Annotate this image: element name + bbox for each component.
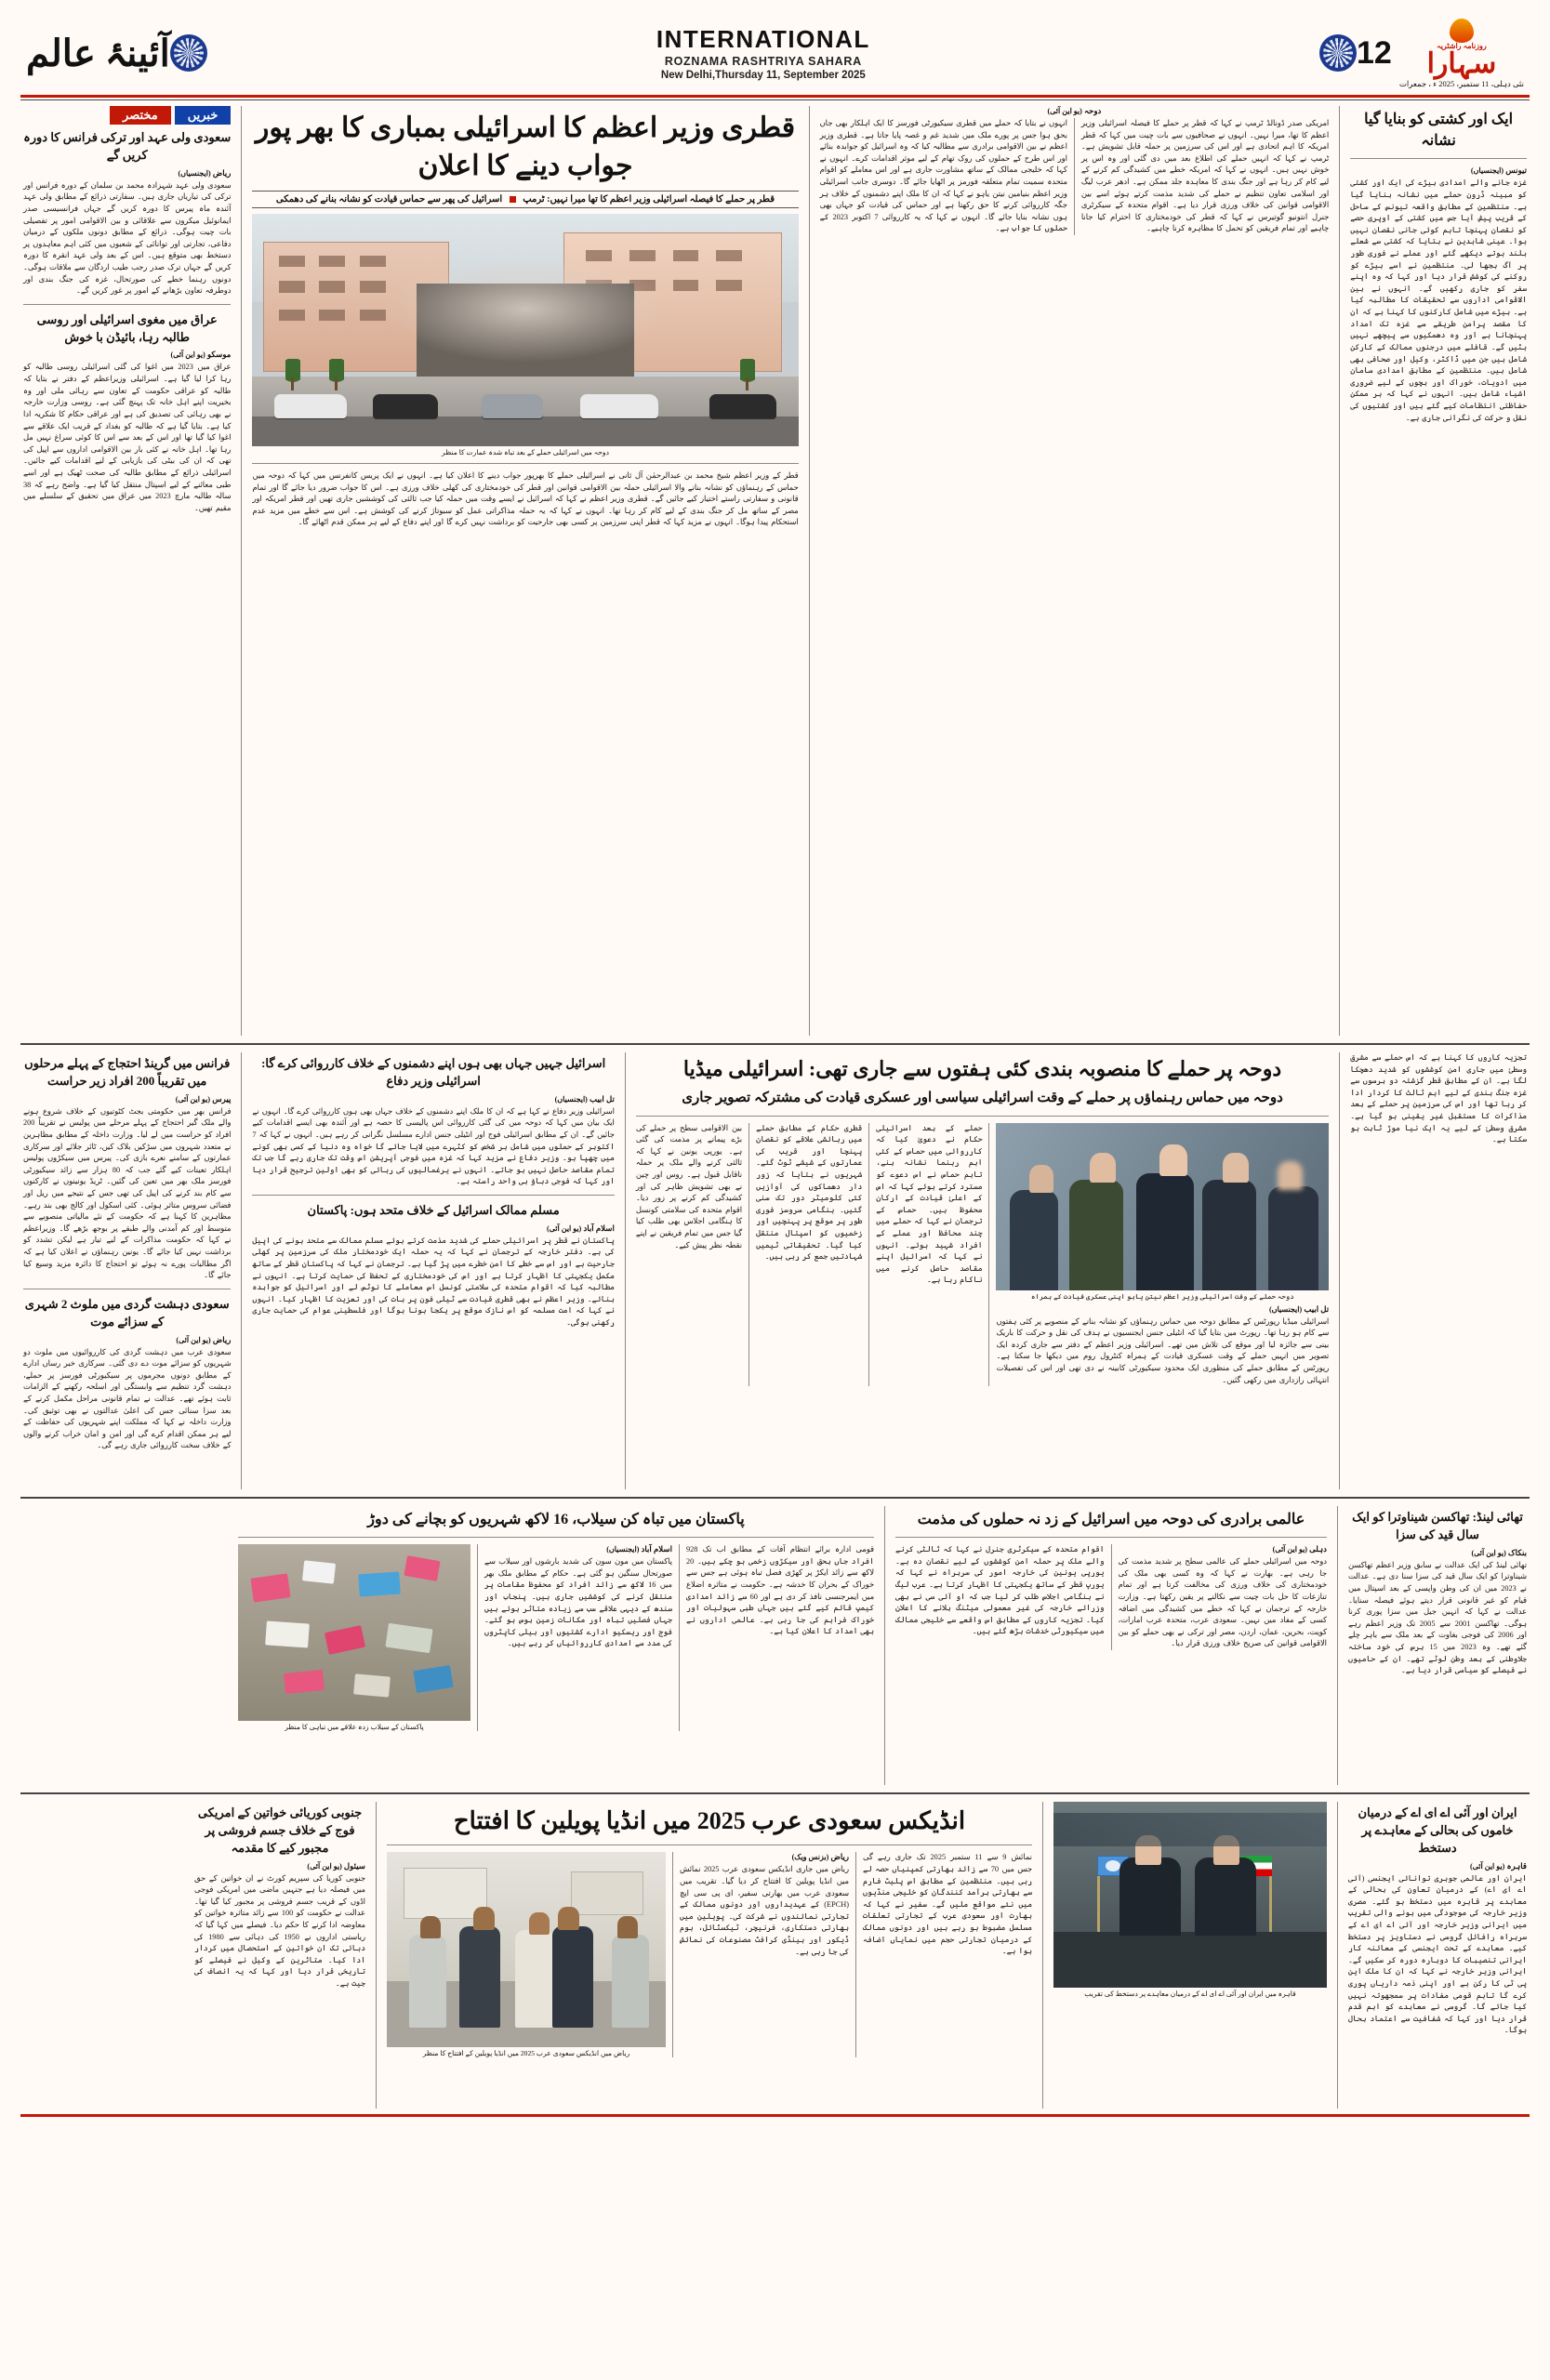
doha-plan-body: اسرائیلی میڈیا رپورٹس کے مطابق دوحہ میں حماس رہنماؤں کو نشانہ بنانے کے منصوبے پر کئی ہفتوں سے کام ہو رہا تھا۔ رپورٹ میں بتایا گیا کہ انٹیلی جنس ایجنسیوں نے ہدف کی نقل و حرکت کا باریک بینی سے جائزہ لیا اور موقع کی تلاش میں تھے۔ اسرائیلی وزیر اعظم کے دفتر سے جاری کردہ ایک تصویر میں انہیں حملے کے وقت عسکری قیادت کے ہمراہ کنٹرول روم میں دیکھا جا سکتا ہے۔ رپورٹس کے مطابق حملے کی منظوری ایک محدود سیکیورٹی کابینہ نے دی تھی اور اس کی تفصیلات انتہائی رازداری میں رکھی گئیں۔ (996, 1316, 1330, 1384)
pakistan-flood-story (235, 1506, 877, 1785)
doha-plan-subhead: دوحہ میں حماس رہنماؤں پر حملے کے وقت اسرائیلی سیاسی اور عسکری قیادت کی مشترکہ تصویر جاری (682, 1090, 1283, 1105)
band-divider-2 (20, 1497, 1530, 1499)
tag-mukhtasar[interactable]: مختصر (110, 106, 171, 125)
lead-photo-caption: دوحہ میں اسرائیلی حملے کے بعد تباہ شدہ عمارت کا منظر (442, 448, 609, 456)
doha-plan-story (633, 1052, 1331, 1489)
iran-iaea-signing-photo (1053, 1802, 1327, 1988)
left-dateline-2: موسکو (یو این آئی) (170, 350, 232, 360)
right-rail-body-1-cont: تجزیہ کاروں کا کہنا ہے کہ اس حملے سے مشرق وسطیٰ میں جاری امن کوششوں کو شدید دھچکا لگا ہے۔ ان کے مطابق قطر گزشتہ دو برسوں سے غزہ جنگ بندی کے لیے اہم ثالث کا کردار ادا کر رہا تھا اور اس کی سرزمین پر حملے کے بعد مذاکرات کا مستقبل غیر یقینی ہو گیا ہے۔ مشرق وسطیٰ کے لیے یہ ایک نیا موڑ ثابت ہو سکتا ہے۔ (1350, 1053, 1527, 1144)
israeli-leadership-photo (996, 1123, 1329, 1290)
footer-red-rule (20, 2114, 1530, 2117)
sub-story-dateline-1: تل ابیب (ایجنسیاں) (554, 1093, 615, 1104)
right-rail-2 (1347, 1052, 1530, 1489)
right-rail-body-1: غزہ جانے والے امدادی بیڑے کی ایک اور کشتی کو مبینہ ڈرون حملے میں نشانہ بنایا گیا ہے۔ منتظمین کے مطابق واقعہ تیونس کے ساحل کے قریب پیش آیا جس میں کشتی کے اوپری حصے کو نقصان پہنچا تاہم کوئی جانی نقصان نہیں ہوا۔ عینی شاہدین نے بتایا کہ کشتی سے شعلے بلند ہوتے دیکھے گئے اور عملے نے فوری طور پر آگ بجھا لی۔ منتظمین نے اسے بیڑے کو روکنے کی کوشش قرار دیا اور کہا کہ وہ اپنے سفر کو جاری رکھیں گے۔ انہوں نے بین الاقوامی اداروں سے تحقیقات کا مطالبہ کیا ہے۔ بیڑے میں شامل کارکنوں کا کہنا ہے کہ ان کا مقصد پرامن طریقے سے غزہ تک امداد پہنچانا ہے اور وہ دھمکیوں سے پیچھے نہیں ہٹیں گے۔ قافلے میں درجنوں ممالک کے کارکن شامل ہیں جن میں ڈاکٹر، وکیل اور صحافی بھی شامل ہیں۔ منتظمین کے مطابق امدادی سامان میں ادویات، خوراک اور بچوں کے لیے ضروری اشیاء شامل ہیں۔ انہوں نے کہا کہ ہر ممکن حفاظتی انتظامات کیے گئے ہیں اور کشتیوں کی نقل و حرکت کی نگرانی جاری ہے۔ (1350, 178, 1527, 422)
signing-photo-block (1051, 1802, 1330, 2109)
left-dateline-3: پیرس (یو این آئی) (175, 1093, 232, 1104)
sub-story-body-1: اسرائیلی وزیر دفاع نے کہا ہے کہ ان کا ملک اپنے دشمنوں کے خلاف جہاں بھی ہوں کارروائی کرے گا۔ انہوں نے ایک بیان میں کہا کہ دوحہ میں کی گئی کارروائی اس پالیسی کا حصہ ہے اور آئندہ بھی ایسے اقدامات کیے جائیں گے۔ ان کے مطابق اسرائیلی فوج اور انٹیلی جنس ادارے مسلسل نگرانی کر رہے ہیں۔ انہوں نے کہا کہ 7 اکتوبر کے حملوں میں شامل ہر شخص کو کٹہرے میں لایا جائے گا خواہ وہ دنیا کے کسی بھی کونے میں چھپا ہو۔ وزیر دفاع نے مزید کہا کہ غزہ میں فوجی آپریشن اس وقت تک جاری رہے گا جب تک تمام مقاصد حاصل نہیں ہو جاتے۔ انہوں نے یرغمالیوں کی رہائی کو بھی اولین ترجیح قرار دیا اور کہا کہ فوجی دباؤ ہی واحد راستہ ہے۔ (252, 1106, 615, 1186)
signing-photo-caption: قاہرہ میں ایران اور آئی اے ای اے کے درمیان معاہدے پر دستخط کی تقریب (1084, 1990, 1296, 1998)
bullet-square-icon (510, 196, 516, 203)
thailand-body: تھائی لینڈ کی ایک عدالت نے سابق وزیر اعظم تھاکسن شیناوترا کو ایک سال قید کی سزا سنا دی ہے۔ عدالت نے 2023 میں ان کی وطن واپسی کے بعد اسپتال میں قیام کو غیر قانونی قرار دیتے ہوئے فیصلہ سنایا۔ عدالت نے کہا کہ انہیں جیل میں سزا پوری کرنا ہوگی۔ تھاکسن 2001 سے 2005 تک وزیر اعظم رہے اور 2006 کی فوجی بغاوت کے بعد ملک سے باہر چلے گئے تھے۔ وہ 2023 میں 15 برس کی خود ساختہ جلاوطنی کے بعد وطن لوٹے تھے۔ ان کے حامیوں نے فیصلے کو سیاسی قرار دیا ہے۔ (1348, 1560, 1528, 1675)
doha-plan-col-1: حملے کے بعد اسرائیلی حکام نے دعویٰ کیا کہ کارروائی میں حماس کے کئی اہم رہنما نشانہ بنے، تاہم حماس نے اس دعوے کو مسترد کرتے ہوئے کہا کہ اس کے اعلیٰ قیادت کے ارکان محفوظ ہیں۔ حماس کے ترجمان نے کہا کہ حملے میں چند محافظ اور عملے کے افراد شہید ہوئے۔ انہوں نے کہا کہ اسرائیل اپنے مقاصد حاصل کرنے میں ناکام رہا ہے۔ (876, 1123, 983, 1285)
masthead-center (224, 25, 1303, 81)
left-rail-body-4: سعودی عرب میں دہشت گردی کی کارروائیوں میں ملوث دو شہریوں کو سزائے موت دے دی گئی۔ سرکاری خبر رساں ادارے کے مطابق دونوں مجرموں پر سیکیورٹی فورسز پر حملے، دہشت گرد تنظیم سے وابستگی اور اسلحہ رکھنے کے الزامات ثابت ہوئے تھے۔ عدالت نے تمام قانونی مراحل مکمل کرنے کے بعد سزا سنائی جس کی اعلیٰ عدالتوں نے بھی توثیق کی۔ وزارت داخلہ نے کہا کہ مملکت اپنے شہریوں کی حفاظت کے لیے ہر ممکن اقدام کرے گی اور امن و امان خراب کرنے والوں کے خلاف سخت کارروائی جاری رہے گی۔ (23, 1347, 232, 1450)
global-condemn-dateline: دہلی (یو این آئی) (1272, 1544, 1327, 1554)
left-dateline-1: ریاض (ایجنسیاں) (178, 167, 232, 178)
masthead (20, 17, 1530, 93)
pakistan-flood-dateline: اسلام آباد (ایجنسیاں) (606, 1544, 672, 1554)
band-divider-1 (20, 1043, 1530, 1045)
sub-story-body-2: پاکستان نے قطر پر اسرائیلی حملے کی شدید مذمت کرتے ہوئے مسلم ممالک سے متحد ہونے کی اپیل کی ہے۔ دفتر خارجہ کے ترجمان نے کہا کہ یہ حملہ ایک خودمختار ملک کی سرزمین پر کھلی جارحیت ہے اور اس سے خطے کا امن خطرے میں پڑ گیا ہے۔ ترجمان نے کہا کہ پاکستان قطر کے ساتھ مکمل یکجہتی کا اظہار کرتا ہے اور اس کی خودمختاری کے تحفظ کی حمایت کرتا ہے۔ انہوں نے مطالبہ کیا کہ اقوام متحدہ کی سلامتی کونسل اس معاملے کا نوٹس لے اور اسرائیل کو جوابدہ بنائے۔ وزیر اعظم نے بھی قطری قیادت سے ٹیلی فون پر بات کی اور تعزیت کا اظہار کیا۔ انہوں نے کہا کہ امت مسلمہ کو اس نازک موقع پر یکجا ہونا ہوگا اور فلسطینی عوام کی حمایت جاری رکھنی ہوگی۔ (252, 1236, 615, 1328)
dateline-1: تیونس (ایجنسیاں) (1470, 165, 1527, 176)
logo-top-text: روزنامہ راشٹریہ (1437, 41, 1487, 50)
sub-story-headline-1: اسرائیل جہیں جہاں بھی ہوں اپنے دشمنوں کے خلاف کارروائی کرے گا: اسرائیلی وزیر دفاع (261, 1056, 606, 1088)
left-rail (20, 106, 233, 1036)
rosette-ornament-right (170, 34, 207, 72)
right-rail-headline-1: ایک اور کشتی کو بنایا گیا نشانہ (1364, 112, 1514, 150)
iran-iaea-headline: ایران اور آئی اے ای اے کے درمیان خاموں کی بحالی کے معاہدے پر دستخط (1358, 1805, 1517, 1855)
doha-plan-photo-caption: دوحہ حملے کے وقت اسرائیلی وزیر اعظم نیتن یاہو اپنی عسکری قیادت کے ہمراہ (1030, 1291, 1294, 1301)
page-number: 12 (1356, 34, 1392, 71)
global-condemn-body-1: دوحہ میں اسرائیلی حملے کی عالمی سطح پر شدید مذمت کی جا رہی ہے۔ بھارت نے کہا کہ وہ کسی بھی ملک کی خودمختاری کی خلاف ورزی کی مخالفت کرتا ہے اور تمام تنازعات کا حل بات چیت سے نکالنے پر یقین رکھتا ہے۔ وزارت خارجہ کے ترجمان نے کہا کہ خطے میں کشیدگی میں اضافہ کسی کے مفاد میں نہیں۔ سعودی عرب، متحدہ عرب امارات، کویت، بحرین، عمان، اردن، مصر اور ترکی نے بھی حملے کو بین الاقوامی قوانین کی صریح خلاف ورزی قرار دیا۔ (1118, 1557, 1327, 1648)
lead-right-block (817, 106, 1332, 1036)
sub-story-dateline-2: اسلام آباد (یو این آئی) (546, 1223, 615, 1233)
band-divider-3 (20, 1792, 1530, 1794)
expo-headline: انڈیکس سعودی عرب 2025 میں انڈیا پویلین کا افتتاح (453, 1807, 966, 1834)
left-rail-body-2: عراق میں 2023 میں اغوا کی گئی اسرائیلی روسی طالبہ کو رہا کرا لیا گیا ہے۔ اسرائیلی وزیراعظم کے دفتر نے بتایا کہ طالبہ کو عراقی حکومت کے تعاون سے رہائی ملی اور وہ بخیریت اپنے اہل خانہ تک پہنچ گئی ہے۔ روسی وزارت خارجہ نے بھی رہائی کی تصدیق کی ہے اور عراقی حکام کا شکریہ ادا کیا ہے۔ بتایا گیا ہے کہ طالبہ کو بغداد کے قریب ایک علاقے سے اغوا کیا گیا تھا اور اس کے بعد سے اس کا کوئی سراغ نہیں مل رہا تھا۔ اہل خانہ نے کئی بار بین الاقوامی اداروں سے اپیل کی تھی کہ ان کی بیٹی کی بازیابی کے لیے اقدامات کیے جائیں۔ اسرائیلی ذرائع کے مطابق طالبہ کی صحت ٹھیک ہے اور اسے طبی معائنے کے لیے اسپتال منتقل کیا گیا ہے۔ واضح رہے کہ 38 سالہ طالبہ مارچ 2023 میں عراق میں تحقیق کے سلسلے میں مقیم تھیں۔ (23, 363, 232, 512)
top-band (20, 106, 1530, 1036)
rail-tags (23, 106, 231, 125)
pakistan-flood-photo (238, 1544, 470, 1721)
logo-name: سہارا (1426, 47, 1497, 79)
left-rail-body-1: سعودی ولی عہد شہزادہ محمد بن سلمان کے دورہ فرانس اور ترکی کی تیاریاں جاری ہیں۔ سفارتی ذرائع کے مطابق ولی عہد آئندہ ماہ پیرس کا دورہ کریں گے جہاں فرانسیسی صدر ایمانوئیل میکرون سے علاقائی و بین الاقوامی امور پر تفصیلی بات چیت ہوگی۔ ذرائع کے مطابق دونوں ملکوں کے درمیان دفاعی، تجارتی اور توانائی کے شعبوں میں کئی اہم معاہدوں پر دستخط بھی متوقع ہیں۔ اس کے بعد ولی عہد انقرہ کا دورہ کریں گے جہاں ترک صدر رجب طیب اردگان سے ملاقات ہوگی۔ دونوں رہنما خطے کی صورتحال، غزہ کی جنگ بندی اور دوطرفہ تعاون بڑھانے کے امور پر غور کریں گے۔ (23, 180, 232, 296)
left-dateline-4: ریاض (یو این آئی) (176, 1334, 232, 1344)
logo-date: نئی دہلی، 11 ستمبر، 2025 ء ، جمعرات (1398, 78, 1524, 88)
south-korea-story (192, 1802, 368, 2109)
lead-headline: قطری وزیر اعظم کا اسرائیلی بمباری کا بھر پور جواب دینے کا اعلان (255, 112, 796, 181)
aaina-title: آئینۂ عالم (26, 32, 170, 74)
masthead-thin-rule (20, 99, 1530, 100)
lead-body-col3: امریکی صدر ڈونالڈ ٹرمپ نے کہا کہ قطر پر حملے کا فیصلہ اسرائیلی وزیر اعظم کا تھا، میرا نہیں۔ انہوں نے صحافیوں سے بات چیت میں کہا کہ قطر امریکہ کا اہم اتحادی ہے اور اس کی سرزمین پر حملہ قابل تشویش ہے۔ ٹرمپ نے کہا کہ انہیں حملے کی اطلاع بعد میں دی گئی اور وہ اس پر خوش نہیں ہیں۔ انہوں نے کہا کہ امریکہ خطے میں کشیدگی کم کرنے کے لیے کام کر رہا ہے اور جنگ بندی کا معاہدہ جلد ممکن ہے۔ ادھر عرب لیگ اور اسلامی تعاون تنظیم نے حملے کی شدید مذمت کرتے ہوئے اسے بین الاقوامی قوانین کی خلاف ورزی قرار دیا ہے۔ اقوام متحدہ کے سیکرٹری جنرل انتونیو گوتیرس نے کہا کہ قطر کی خودمختاری کا احترام کیا جانا چاہیے اور تمام فریقین کو تحمل کا مظاہرہ کرنا چاہیے۔ (1080, 119, 1330, 233)
lead-body-col2: انہوں نے بتایا کہ حملے میں قطری سیکیورٹی فورسز کا ایک اہلکار بھی جاں بحق ہوا جس پر پورے ملک میں شدید غم و غصہ پایا جاتا ہے۔ قطری وزیر اعظم نے بین الاقوامی برادری سے مطالبہ کیا کہ وہ اسرائیل کو جوابدہ بنائے اور اس طرح کے حملوں کی روک تھام کے لیے موثر اقدامات کرے۔ انہوں نے کہا کہ خلیجی ممالک کے ساتھ مشاورت جاری ہے اور اس معاملے کو اقوام متحدہ سمیت تمام متعلقہ فورمز پر اٹھایا جائے گا۔ دوسری جانب اسرائیلی وزیر اعظم بنیامین نیتن یاہو نے کہا کہ ان کا ملک اپنے دشمنوں کے خلاف ہر جگہ کارروائی کرنے کا حق رکھتا ہے اور حماس کی قیادت کو جہاں بھی ہوں نشانہ بنایا جائے گا۔ انہوں نے کہا کہ یہ کارروائی 7 اکتوبر 2023 کے حملوں کا جواب ہے۔ (819, 119, 1067, 233)
thailand-story (1345, 1506, 1530, 1785)
second-band (20, 1052, 1530, 1489)
rosette-ornament-left (1319, 34, 1357, 72)
left-rail-headline-1: سعودی ولی عہد اور ترکی فرانس کا دورہ کریں گے (23, 130, 232, 162)
lead-dateline: دوحہ (یو این آئی) (1047, 106, 1102, 115)
thailand-dateline: بنکاک (یو این آئی) (1471, 1547, 1527, 1557)
masthead-right (26, 32, 170, 75)
expo-dateline: ریاض (بزنس ویک) (791, 1852, 849, 1862)
lead-story (249, 106, 801, 1036)
paper-name: ROZNAMA RASHTRIYA SAHARA (664, 55, 862, 68)
doha-plan-col-3: بین الاقوامی سطح پر حملے کی بڑے پیمانے پر مذمت کی گئی ہے۔ یورپی یونین نے کہا کہ ثالثی کرنے والے ملک پر حملہ ناقابل قبول ہے۔ روس اور چین نے بھی تشویش ظاہر کی اور کشیدگی کم کرنے پر زور دیا۔ اقوام متحدہ کی سلامتی کونسل کا ہنگامی اجلاس بھی طلب کیا گیا جس میں تمام فریقین نے اپنے نقطہ نظر پیش کیے۔ (635, 1123, 743, 1250)
india-pavilion-photo (387, 1852, 666, 2047)
expo-body-1: ریاض میں جاری انڈیکس سعودی عرب 2025 نمائش میں انڈیا پویلین کا افتتاح کر دیا گیا۔ تقریب میں سعودی عرب میں بھارتی سفیر، ای پی سی ایچ (EPCH) کے عہدیداروں اور دونوں ممالک کے تجارتی نمائندوں نے شرکت کی۔ پویلین میں بھارتی دستکاری، فرنیچر، ٹیکسٹائل، ہوم ڈیکور اور ہینڈی کرافٹ مصنوعات کی نمائش کی جا رہی ہے۔ (680, 1865, 849, 1956)
iran-iaea-dateline: قاہرہ (یو این آئی) (1469, 1860, 1527, 1871)
pakistan-flood-photo-caption: پاکستان کے سیلاب زدہ علاقے میں تباہی کا منظر (285, 1723, 424, 1732)
thailand-headline: تھائی لینڈ: تھاکسن شیناوترا کو ایک سال قید کی سزا (1352, 1510, 1523, 1541)
sub-stories (249, 1052, 616, 1489)
south-korea-headline: جنوبی کوریائی خواتین کے امریکی فوج کے خلاف جسم فروشی پر مجبور کیے کا مقدمہ (197, 1805, 363, 1855)
left-rail-headline-3: فرانس میں گرینڈ احتجاج کے پہلے مرحلوں میں تقریباً 200 افراد زیر حراست (24, 1056, 231, 1088)
section-title: INTERNATIONAL (656, 25, 870, 53)
sub-story-headline-2: مسلم ممالک اسرائیل کے خلاف متحد ہوں: پاکستان (307, 1202, 560, 1217)
left-rail-2 (20, 1052, 233, 1489)
flame-icon (1450, 19, 1474, 43)
third-band (20, 1506, 1530, 1785)
masthead-left (1357, 19, 1524, 88)
doha-plan-headline: دوحہ پر حملے کا منصوبہ بندی کئی ہفتوں سے جاری تھی: اسرائیلی میڈیا (682, 1057, 1282, 1080)
left-rail-headline-2: عراق میں مغوی اسرائیلی اور روسی طالبہ رہا، بائیڈن با خوش (36, 311, 218, 344)
pakistan-flood-body-2: قومی ادارہ برائے انتظام آفات کے مطابق اب تک 928 افراد جاں بحق اور سیکڑوں زخمی ہو چکے ہیں۔ 20 لاکھ سے زائد ایکڑ پر کھڑی فصل تباہ ہوئی ہے جس سے خوراک کے بحران کا خدشہ ہے۔ حکومت نے متاثرہ اضلاع میں ایمرجنسی نافذ کر دی ہے اور 60 سے زائد امدادی کیمپ قائم کیے گئے ہیں جہاں طبی سہولیات اور خوراک فراہم کی جا رہی ہے۔ عالمی اداروں نے بھی امداد کا اعلان کیا ہے۔ (686, 1545, 875, 1636)
global-condemn-body-2: اقوام متحدہ کے سیکرٹری جنرل نے کہا کہ ثالثی کرنے والے ملک پر حملہ امن کوششوں کے لیے نقصان دہ ہے۔ یورپی یونین کی خارجہ امور کی سربراہ نے کہا کہ یورپ قطر کے ساتھ یکجہتی کا اظہار کرتا ہے۔ عرب لیگ نے ہنگامی اجلاس طلب کر لیا جب کہ او آئی سی نے بھی وزرائے خارجہ کی غیر معمولی میٹنگ بلانے کا اعلان کیا۔ تجزیہ کاروں کے مطابق اس واقعے سے خلیجی ممالک میں سیکیورٹی خدشات بڑھ گئے ہیں۔ (895, 1545, 1105, 1636)
south-korea-body: جنوبی کوریا کی سپریم کورٹ نے ان خواتین کے حق میں فیصلہ دیا ہے جنہیں ماضی میں امریکی فوجی اڈوں کے قریب جسم فروشی پر مجبور کیا گیا تھا۔ عدالت نے حکومت کو 100 سے زائد متاثرہ خواتین کو معاوضہ ادا کرنے کا حکم دیا۔ فیصلے میں کہا گیا کہ ریاستی اداروں نے 1950 کی دہائی سے 1980 کی دہائی تک ان خواتین کے استحصال میں کردار ادا کیا۔ متاثرین کے وکیل نے فیصلے کو تاریخی قرار دیا اور کہا کہ یہ انصاف کی جیت ہے۔ (194, 1873, 365, 1989)
pakistan-flood-headline: پاکستان میں تباہ کن سیلاب، 16 لاکھ شہریوں کو بچانے کی دوڑ (367, 1512, 745, 1527)
iran-iaea-story (1345, 1802, 1530, 2109)
masthead-red-rule (20, 95, 1530, 98)
expo-story (384, 1802, 1035, 2109)
global-condemn-story (893, 1506, 1330, 1785)
right-rail (1347, 106, 1530, 1036)
doha-destruction-photo (252, 214, 798, 446)
india-pavilion-photo-caption: ریاض میں انڈیکس سعودی عرب 2025 میں انڈیا پویلین کے افتتاح کا منظر (422, 2049, 630, 2058)
iran-iaea-body: ایران اور عالمی جوہری توانائی ایجنسی (آئی اے ای اے) کے درمیان تعاون کی بحالی کے معاہدے پر قاہرہ میں دستخط ہو گئے۔ مصری وزیر خارجہ کی موجودگی میں ہونے والی تقریب میں ایرانی وزیر خارجہ اور آئی اے ای اے کے سربراہ رافائل گروسی نے دستاویز پر دستخط کیے۔ معاہدے کے تحت ایجنسی کے معائنہ کار ایرانی تنصیبات کا دوبارہ دورہ کر سکیں گے۔ ایرانی وزیر خارجہ نے کہا کہ ان کا ملک این پی ٹی کا رکن ہے اور اپنی ذمہ داریاں پوری کرے گا تاہم قومی مفادات پر سمجھوتہ نہیں کیا جائے گا۔ گروسی نے معاہدے کو اہم قدم قرار دیا اور کہا کہ شفافیت سے اعتماد بحال ہوگا۔ (1348, 1873, 1527, 2035)
tag-khabrain[interactable]: خبریں (175, 106, 232, 125)
doha-plan-col-2: قطری حکام کے مطابق حملے میں رہائشی علاقے کو نقصان پہنچا اور قریب کی عمارتوں کے شیشے ٹوٹ گئے۔ شہریوں نے بتایا کہ زور دار دھماکوں کی آوازیں کئی کلومیٹر دور تک سنی گئیں۔ ہنگامی سروسز فوری طور پر موقع پر پہنچیں اور زخمیوں کو اسپتال منتقل کیا گیا۔ تحقیقاتی ٹیمیں شہادتیں جمع کر رہی ہیں۔ (756, 1123, 863, 1262)
sahara-logo (1399, 19, 1524, 88)
pakistan-flood-body-1: پاکستان میں مون سون کی شدید بارشوں اور سیلاب سے صورتحال سنگین ہو گئی ہے۔ حکام کے مطابق ملک بھر میں 16 لاکھ سے زائد افراد کو محفوظ مقامات پر منتقل کرنے کی کوششیں جاری ہیں۔ پنجاب اور سندھ کے دیہی علاقے سب سے زیادہ متاثر ہوئے ہیں جہاں فصلیں تباہ اور مکانات زمین بوس ہو گئے۔ فوج اور ریسکیو ادارے کشتیوں اور ہیلی کاپٹروں کی مدد سے امدادی کارروائیاں کر رہے ہیں۔ (484, 1557, 673, 1648)
global-condemn-headline: عالمی برادری کی دوحہ میں اسرائیل کے زد نہ حملوں کی مذمت (917, 1512, 1305, 1527)
doha-plan-dateline: تل ابیب (ایجنسیاں) (1268, 1303, 1330, 1314)
left-rail-body-3: فرانس بھر میں حکومتی بجٹ کٹوتیوں کے خلاف شروع ہونے والے ملک گیر احتجاج کے پہلے مرحلے میں پولیس نے تقریباً 200 افراد کو حراست میں لے لیا۔ وزارت داخلہ کے مطابق مظاہرین نے متعدد شہروں میں سڑکیں بلاک کیں، ٹائر جلائے اور سرکاری عمارتوں کے سامنے نعرے بازی کی۔ پیرس میں سیکڑوں پولیس اہلکار تعینات کیے گئے جب کہ 80 ہزار سے زائد سیکیورٹی فورسز ملک بھر میں تعین کی گئیں۔ ٹریڈ یونینوں نے کارکنوں سے کام بند کرنے کی اپیل کی تھی جس کے نتیجے میں ریل اور فضائی سروس متاثر ہوئی۔ کئی اسکول اور کالج بھی بند رہے۔ مظاہرین کا کہنا ہے کہ حکومت کے نئے مالیاتی منصوبے سے متوسط اور کم آمدنی والے طبقے پر بوجھ بڑھے گا۔ وزیراعظم نے کہا کہ حکومت مذاکرات کے لیے تیار ہے لیکن تشدد کو برداشت نہیں کیا جائے گا۔ یونین رہنماؤں نے اعلان کیا ہے کہ اگر مطالبات پورے نہ ہوئے تو احتجاج کا دائرہ مزید وسیع کیا جائے گا۔ (23, 1106, 232, 1280)
bottom-band (20, 1802, 1530, 2109)
south-korea-dateline: سیئول (یو این آئی) (307, 1860, 365, 1871)
lead-kicker: قطر پر حملے کا فیصلہ اسرائیلی وزیر اعظم کا تھا میرا نہیں: ٹرمپ اسرائیل کی پھر سے حماس قیادت کو نشانہ بنانے کی دھمکی (252, 191, 798, 208)
expo-body-2: نمائش 9 سے 11 ستمبر 2025 تک جاری رہے گی جس میں 70 سے زائد بھارتی کمپنیاں حصہ لے رہی ہیں۔ منتظمین کے مطابق اس پلیٹ فارم سے بھارتی برآمد کنندگان کو خلیجی منڈیوں میں نئے مواقع ملیں گے۔ سفیر نے کہا کہ بھارت اور سعودی عرب کے تجارتی تعلقات مسلسل مضبوط ہو رہے ہیں اور دونوں ممالک کے درمیان تجارتی حجم میں نمایاں اضافہ ہوا ہے۔ (863, 1853, 1032, 1956)
edition-line: New Delhi,Thursday 11, September 2025 (660, 70, 866, 81)
left-rail-headline-4: سعودی دہشت گردی میں ملوث 2 شہری کے سزائے موت (24, 1296, 230, 1329)
lead-body-col1: قطر کے وزیر اعظم شیخ محمد بن عبدالرحمٰن آل ثانی نے اسرائیلی حملے کا بھرپور جواب دینے کا اعلان کیا ہے۔ انہوں نے ایک پریس کانفرنس میں کہا کہ دوحہ میں حماس کے رہنماؤں کو نشانہ بنانے والا اسرائیلی حملہ بین الاقوامی قوانین اور قطر کی خودمختاری کی کھلی خلاف ورزی ہے۔ اس کا جواب ضرور دیا جائے گا اور تمام قانونی و سفارتی راستے اختیار کیے جائیں گے۔ قطری وزیر اعظم نے کہا کہ اسرائیل نے ایسے وقت میں حملہ کیا جب ثالثی کی کوششیں جاری تھیں اور قطر امریکہ اور مصر کے ساتھ مل کر جنگ بندی کے لیے کام کر رہا تھا۔ انہوں نے کہا کہ یہ حملہ مذاکراتی عمل کو سبوتاژ کرنے کی کوشش ہے۔ اس سے خطے میں مزید عدم استحکام پیدا ہوگا۔ انہوں نے مزید کہا کہ قطر اپنی سرزمین پر کسی بھی جارحیت کو برداشت نہیں کرے گا اور اپنے دفاع کے لیے ہر ممکن قدم اٹھائے گا۔ (252, 471, 799, 527)
